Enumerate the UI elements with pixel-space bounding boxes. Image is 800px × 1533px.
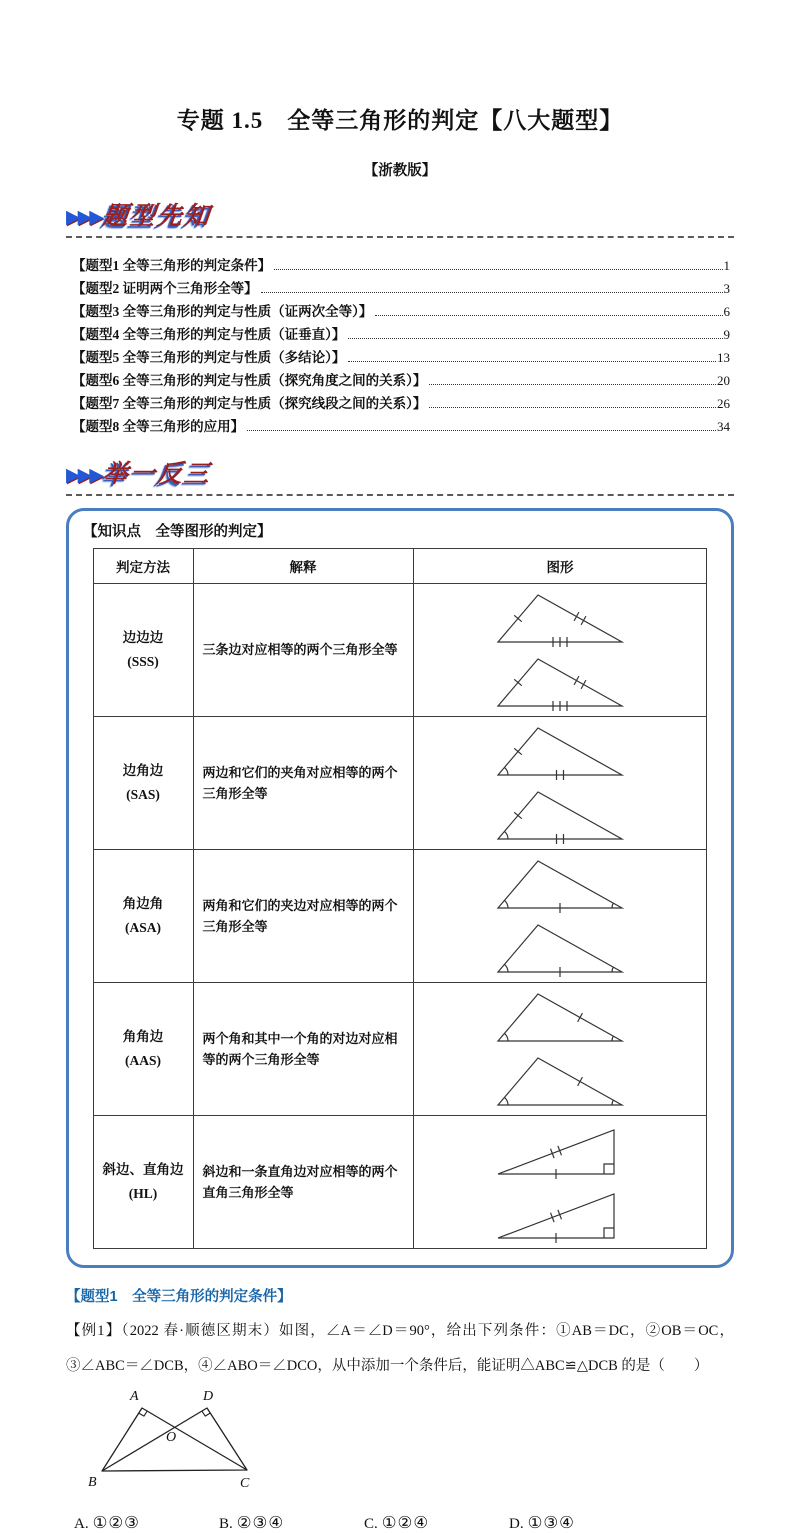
table-header-row <box>93 549 707 584</box>
toc-page-number: 13 <box>717 350 730 365</box>
method-cell <box>93 584 193 717</box>
choice-letter: A. <box>74 1516 89 1532</box>
triangles-diagram <box>70 1386 302 1498</box>
method-name: 边边边 <box>122 629 164 645</box>
method-name: 角边角 <box>122 895 164 911</box>
knowledge-box <box>66 508 734 1268</box>
toc-dotted-leader <box>429 407 716 408</box>
table-row <box>93 850 707 983</box>
choice-circled-numbers: ①②④ <box>381 1513 430 1532</box>
method-cell <box>93 1116 193 1249</box>
col-header-figure: 图形 <box>413 549 707 584</box>
congruent-triangle-pair-icon <box>486 875 635 956</box>
vertex-label-c: C <box>240 1476 250 1491</box>
toc-page-number: 1 <box>723 258 730 273</box>
figure-cell <box>413 717 707 850</box>
method-abbr: (HL) <box>128 1186 158 1201</box>
toc-item-label: 【题型7 全等三角形的判定与性质（探究线段之间的关系）】 <box>72 396 427 411</box>
vertex-label-o: O <box>166 1430 177 1445</box>
toc-dotted-leader <box>348 361 716 362</box>
table-row <box>93 584 707 717</box>
toc-dotted-leader <box>261 292 723 293</box>
toc-item-label: 【题型1 全等三角形的判定条件】 <box>72 258 272 273</box>
congruent-triangle-pair-icon <box>486 1141 635 1222</box>
section-banner-practice <box>66 460 734 496</box>
toc-item[interactable] <box>72 415 730 438</box>
figure-cell <box>413 850 707 983</box>
method-name: 角角边 <box>122 1028 164 1044</box>
table-row <box>93 1116 707 1249</box>
toc-dotted-leader <box>375 315 722 316</box>
toc-item-label: 【题型6 全等三角形的判定与性质（探究角度之间的关系）】 <box>72 373 427 388</box>
choice-letter: B. <box>219 1516 233 1532</box>
choice-circled-numbers: ②③④ <box>236 1513 285 1532</box>
toc-item-label: 【题型3 全等三角形的判定与性质（证两次全等）】 <box>72 304 373 319</box>
choice-circled-numbers: ①②③ <box>92 1513 140 1532</box>
figure-cell <box>413 584 707 717</box>
toc-page-number: 6 <box>723 304 730 319</box>
toc-page-number: 34 <box>717 419 730 434</box>
toc-page-number: 3 <box>723 281 730 296</box>
example-question-text: 【例1】（2022 春·顺德区期末）如图，∠A＝∠D＝90°，给出下列条件：①AB＝DC，②OB＝OC，③∠ABC＝∠DCB，④∠ABO＝∠DCO，从中添加一个条件后，能证明△ABC≌△DCB 的是（ ） <box>66 1323 734 1374</box>
toc-page-number: 20 <box>717 373 730 388</box>
method-abbr: (AAS) <box>125 1053 162 1068</box>
congruent-triangle-pair-icon <box>486 609 635 690</box>
congruent-triangle-pair-icon <box>486 742 635 823</box>
geometry-figure <box>70 1386 734 1503</box>
col-header-method: 判定方法 <box>93 549 193 584</box>
answer-choice <box>219 1513 364 1533</box>
toc-dotted-leader <box>274 269 722 270</box>
method-abbr: (ASA) <box>125 920 162 935</box>
explanation-cell: 斜边和一条直角边对应相等的两个直角三角形全等 <box>193 1116 413 1249</box>
toc-item-label: 【题型5 全等三角形的判定与性质（多结论）】 <box>72 350 346 365</box>
explanation-cell: 两角和它们的夹边对应相等的两个三角形全等 <box>193 850 413 983</box>
method-name: 斜边、直角边 <box>102 1161 184 1177</box>
figure-cell <box>413 1116 707 1249</box>
explanation-cell: 两个角和其中一个角的对边对应相等的两个三角形全等 <box>193 983 413 1116</box>
answer-choice <box>509 1513 654 1533</box>
page-title: 专题 1.5 全等三角形的判定【八大题型】 <box>176 108 624 133</box>
knowledge-box-title: 【知识点 全等图形的判定】 <box>83 524 272 540</box>
toc-dotted-leader <box>429 384 716 385</box>
congruent-triangle-pair-icon <box>486 1008 635 1089</box>
table-of-contents <box>72 254 730 438</box>
document-page <box>0 102 800 1533</box>
triple-arrow-icon: ▶▶▶ <box>66 207 101 228</box>
toc-item-label: 【题型8 全等三角形的应用】 <box>72 419 245 434</box>
toc-item[interactable] <box>72 346 730 369</box>
method-abbr: (SAS) <box>126 787 160 802</box>
toc-page-number: 26 <box>717 396 730 411</box>
toc-item[interactable] <box>72 323 730 346</box>
vertex-label-b: B <box>88 1475 97 1490</box>
method-cell <box>93 850 193 983</box>
toc-dotted-leader <box>247 430 716 431</box>
explanation-cell: 两边和它们的夹角对应相等的两个三角形全等 <box>193 717 413 850</box>
answer-choice <box>74 1513 219 1533</box>
choice-letter: D. <box>509 1516 524 1532</box>
choice-circled-numbers: ①③④ <box>527 1513 575 1532</box>
answer-choices-row <box>74 1513 734 1533</box>
section-banner-topics <box>66 202 734 238</box>
method-name: 边角边 <box>122 762 164 778</box>
method-cell <box>93 983 193 1116</box>
explanation-cell: 三条边对应相等的两个三角形全等 <box>193 584 413 717</box>
toc-item[interactable] <box>72 369 730 392</box>
vertex-label-a: A <box>130 1389 139 1404</box>
problem-type-heading: 【题型1 全等三角形的判定条件】 <box>66 1289 292 1305</box>
toc-item[interactable] <box>72 392 730 415</box>
triple-arrow-icon: ▶▶▶ <box>66 465 101 486</box>
toc-item[interactable] <box>72 254 730 277</box>
toc-item-label: 【题型2 证明两个三角形全等】 <box>72 281 258 296</box>
toc-page-number: 9 <box>723 327 730 342</box>
toc-item[interactable] <box>72 300 730 323</box>
vertex-label-d: D <box>203 1389 214 1404</box>
banner-text-practice: 举一反三 <box>101 461 213 488</box>
col-header-explanation: 解释 <box>193 549 413 584</box>
figure-cell <box>413 983 707 1116</box>
judgment-methods-table <box>93 548 708 1249</box>
edition-label: 【浙教版】 <box>363 163 437 179</box>
method-abbr: (SSS) <box>127 654 159 669</box>
answer-choice <box>364 1513 509 1533</box>
method-cell <box>93 717 193 850</box>
toc-item[interactable] <box>72 277 730 300</box>
table-row <box>93 983 707 1116</box>
banner-text-topics-preview: 题型先知 <box>101 203 213 230</box>
choice-letter: C. <box>364 1516 378 1532</box>
table-row <box>93 717 707 850</box>
toc-dotted-leader <box>348 338 722 339</box>
toc-item-label: 【题型4 全等三角形的判定与性质（证垂直）】 <box>72 327 346 342</box>
